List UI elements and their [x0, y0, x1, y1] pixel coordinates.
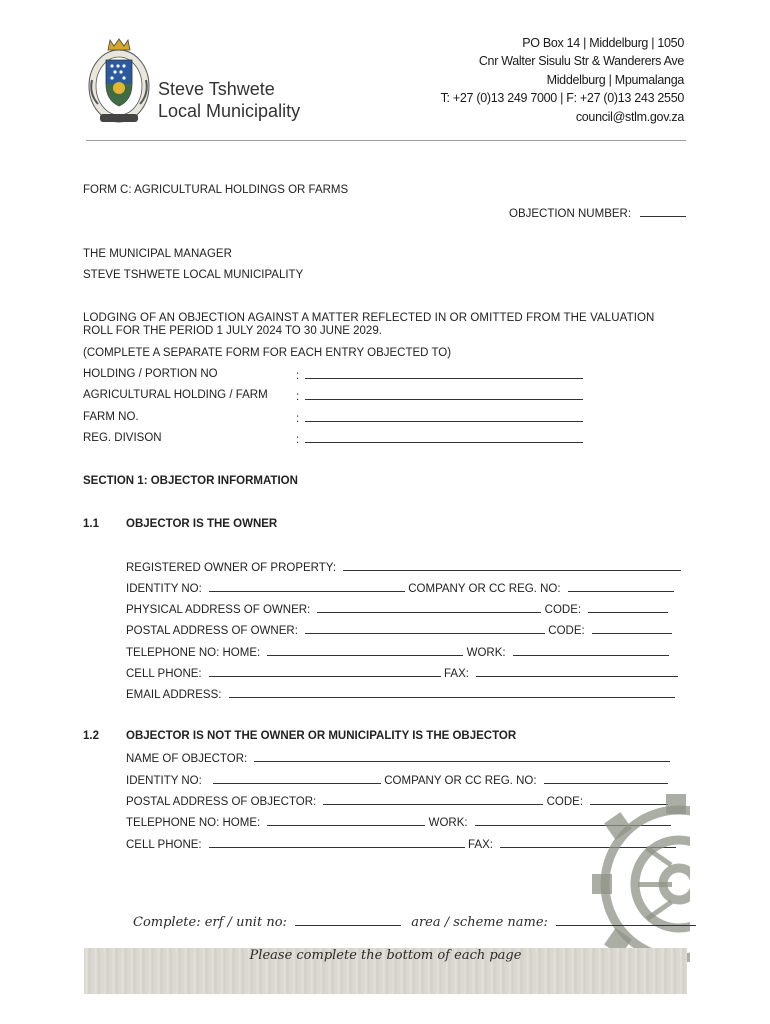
objector-company-reg-label: COMPANY OR CC REG. NO: — [384, 775, 537, 787]
municipality-name-line2: Local Municipality — [158, 101, 301, 121]
section-1-1-title: OBJECTOR IS THE OWNER — [126, 518, 278, 530]
instruction-text: (COMPLETE A SEPARATE FORM FOR EACH ENTRY OBJECTED TO) — [83, 347, 452, 359]
header-divider — [86, 140, 686, 141]
company-reg-label: COMPANY OR CC REG. NO: — [408, 583, 561, 595]
agricultural-holding-farm-field[interactable] — [305, 388, 583, 400]
telephone-row — [126, 644, 669, 660]
registered-owner-row — [126, 559, 681, 575]
email-row — [126, 686, 675, 702]
objector-cell-field[interactable] — [209, 836, 465, 848]
objector-name-row — [126, 750, 670, 766]
objector-postal-field[interactable] — [323, 793, 543, 805]
property-field-label: HOLDING / PORTION NO — [83, 368, 218, 380]
property-field-label: AGRICULTURAL HOLDING / FARM — [83, 389, 268, 401]
objector-cell-label: CELL PHONE: — [126, 839, 202, 851]
objector-fax-label: FAX: — [468, 839, 493, 851]
physical-address-field[interactable] — [317, 601, 541, 613]
colon: : — [296, 434, 300, 446]
complete-erf-label: Complete: erf / unit no: — [133, 915, 287, 930]
colon: : — [296, 413, 300, 425]
email-line: council@stlm.gov.za — [575, 109, 684, 124]
objector-identity-label: IDENTITY NO: — [126, 775, 202, 787]
objector-name-label: NAME OF OBJECTOR: — [126, 753, 248, 765]
objector-telephone-label: TELEPHONE NO: HOME: — [126, 817, 261, 829]
colon: : — [296, 391, 300, 403]
erf-unit-no-field[interactable] — [295, 914, 401, 926]
company-reg-field[interactable] — [568, 580, 674, 592]
postal-address-label: POSTAL ADDRESS OF OWNER: — [126, 625, 298, 637]
telephone-home-label: TELEPHONE NO: HOME: — [126, 647, 261, 659]
fax-label: FAX: — [444, 668, 469, 680]
registered-owner-label: REGISTERED OWNER OF PROPERTY: — [126, 562, 337, 574]
contact-address-block — [441, 34, 684, 126]
municipal-crest-logo — [86, 36, 152, 128]
telephone-home-field[interactable] — [267, 644, 463, 656]
postal-code-field[interactable] — [592, 622, 672, 634]
area-scheme-label: area / scheme name: — [411, 915, 548, 930]
property-field-label: FARM NO. — [83, 411, 139, 423]
property-field-row — [296, 367, 583, 383]
work-label: WORK: — [466, 647, 506, 659]
identity-no-label: IDENTITY NO: — [126, 583, 202, 595]
postal-address-field[interactable] — [305, 622, 545, 634]
objector-identity-field[interactable] — [213, 772, 381, 784]
lodging-statement-line2: ROLL FOR THE PERIOD 1 JULY 2024 TO 30 JUNE 2029. — [83, 325, 382, 337]
section-1-1-number: 1.1 — [83, 518, 99, 530]
email-label: EMAIL ADDRESS: — [126, 689, 222, 701]
complete-erf-row — [133, 914, 696, 930]
cell-phone-field[interactable] — [209, 665, 441, 677]
section1-heading: SECTION 1: OBJECTOR INFORMATION — [83, 475, 298, 487]
section-1-2-title: OBJECTOR IS NOT THE OWNER OR MUNICIPALITY IS THE OBJECTOR — [126, 730, 517, 742]
code-label: CODE: — [546, 796, 584, 808]
physical-address-label: PHYSICAL ADDRESS OF OWNER: — [126, 604, 311, 616]
physical-address-row — [126, 601, 668, 617]
reg-division-field[interactable] — [305, 431, 583, 443]
identity-row — [126, 580, 674, 596]
footer-band — [84, 948, 687, 994]
property-field-row — [296, 410, 583, 426]
address-line: Cnr Walter Sisulu Str & Wanderers Ave — [478, 54, 684, 69]
objection-number-label: OBJECTION NUMBER: — [509, 208, 632, 220]
work-phone-field[interactable] — [513, 644, 669, 656]
addressee-line2: STEVE TSHWETE LOCAL MUNICIPALITY — [83, 269, 304, 281]
objection-number-row — [509, 205, 686, 221]
farm-no-field[interactable] — [305, 410, 583, 422]
section-1-2-number: 1.2 — [83, 730, 99, 742]
property-field-row — [296, 388, 583, 404]
objection-number-field[interactable] — [640, 205, 686, 217]
lodging-statement-line1: LODGING OF AN OBJECTION AGAINST A MATTER REFLECTED IN OR OMITTED FROM THE VALUATION — [83, 312, 655, 324]
municipality-name-line1: Steve Tshwete — [158, 79, 275, 99]
addressee-line1: THE MUNICIPAL MANAGER — [83, 248, 232, 260]
email-field[interactable] — [229, 686, 675, 698]
registered-owner-field[interactable] — [343, 559, 681, 571]
property-field-label: REG. DIVISON — [83, 432, 162, 444]
objector-name-field[interactable] — [254, 750, 670, 762]
code-label: CODE: — [544, 604, 582, 616]
cell-phone-row — [126, 665, 678, 681]
property-field-row — [296, 431, 583, 447]
objector-postal-label: POSTAL ADDRESS OF OBJECTOR: — [126, 796, 317, 808]
address-line: PO Box 14 | Middelburg | 1050 — [522, 36, 684, 50]
code-label: CODE: — [548, 625, 585, 637]
bottom-note: Please complete the bottom of each page — [249, 948, 522, 963]
physical-code-field[interactable] — [588, 601, 668, 613]
colon: : — [296, 370, 300, 382]
form-title: FORM C: AGRICULTURAL HOLDINGS OR FARMS — [83, 184, 349, 196]
objector-work-label: WORK: — [428, 817, 468, 829]
holding-portion-no-field[interactable] — [305, 367, 583, 379]
objector-telephone-field[interactable] — [267, 814, 425, 826]
postal-address-row — [126, 622, 672, 638]
fax-field[interactable] — [476, 665, 678, 677]
area-scheme-name-field[interactable] — [556, 914, 696, 926]
identity-no-field[interactable] — [209, 580, 405, 592]
municipality-name — [158, 78, 300, 122]
phone-fax-line: T: +27 (0)13 249 7000 | F: +27 (0)13 243 2550 — [440, 91, 684, 106]
address-line: Middelburg | Mpumalanga — [546, 72, 684, 87]
cell-phone-label: CELL PHONE: — [126, 668, 202, 680]
